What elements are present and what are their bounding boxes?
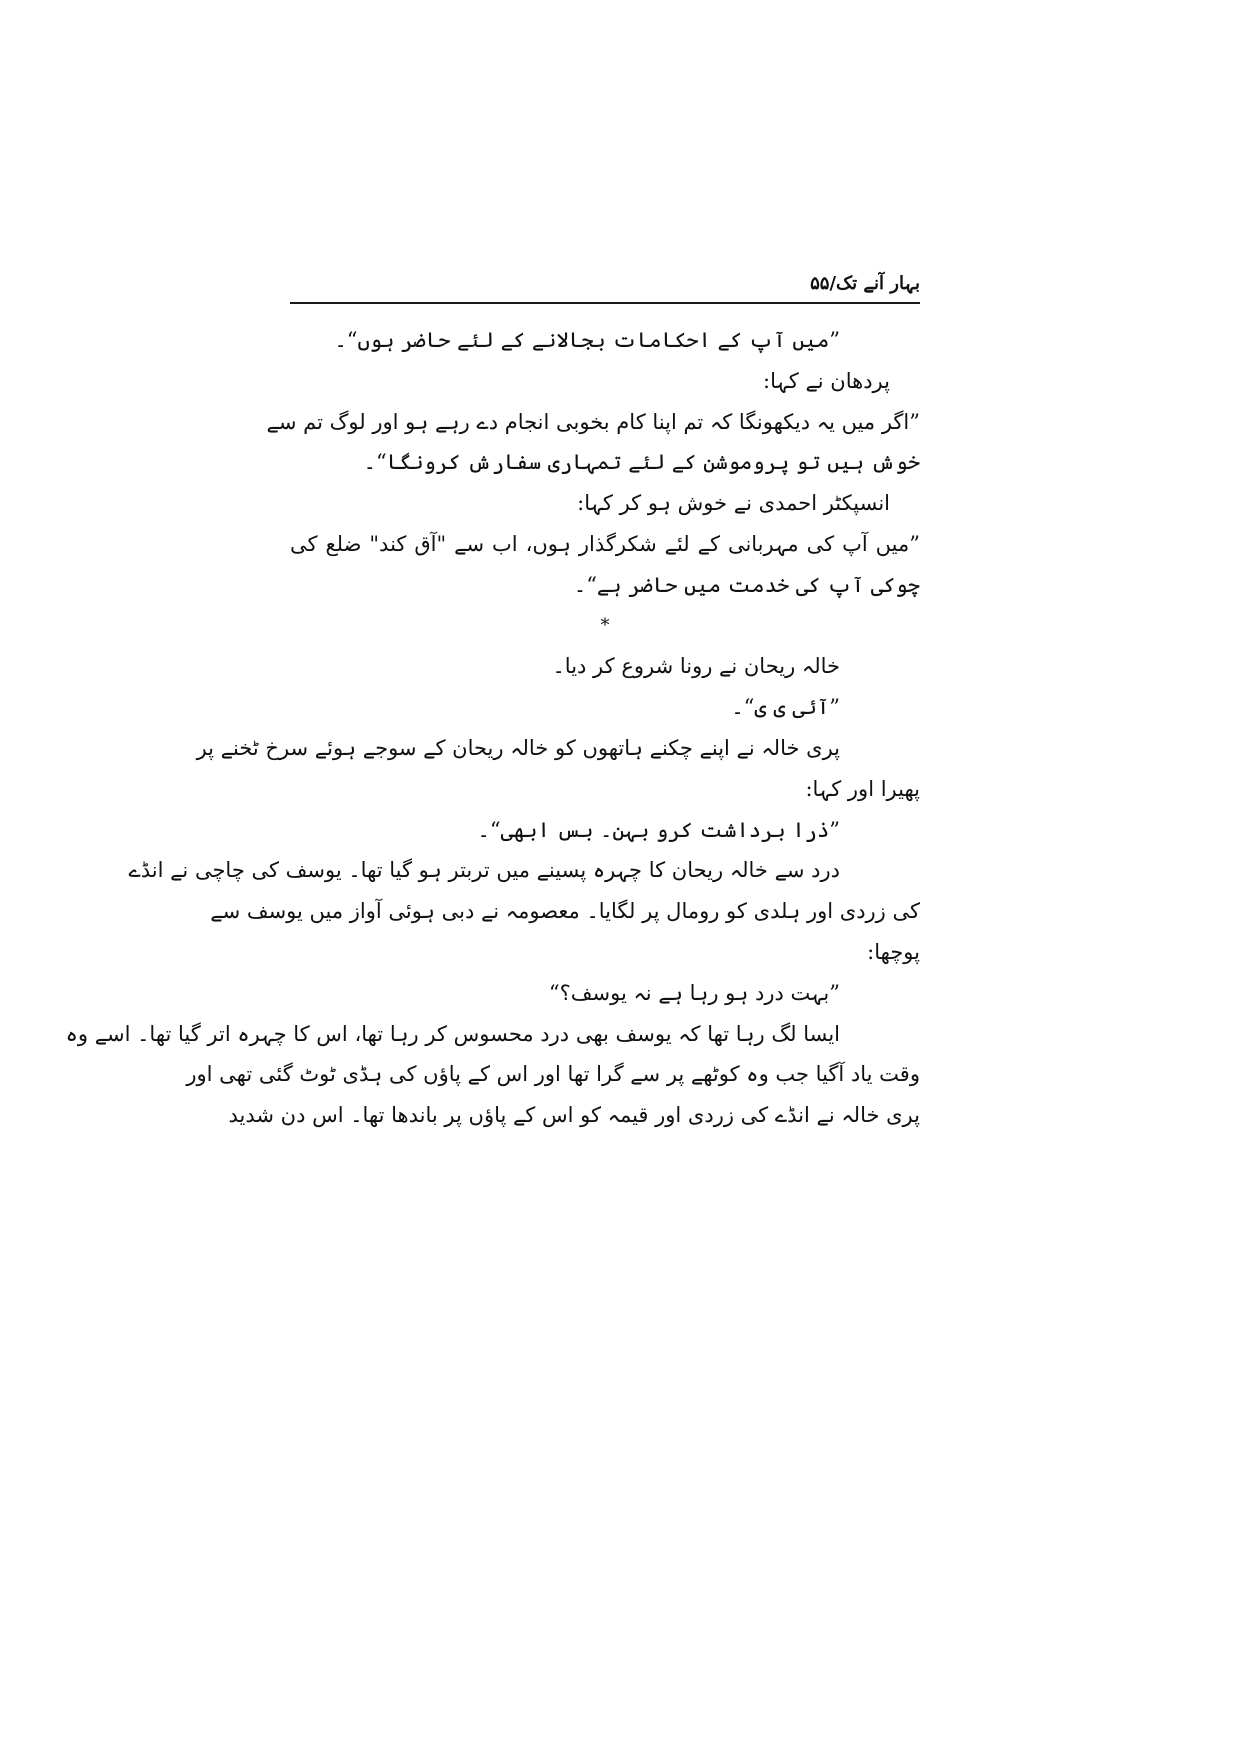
header-rule [290, 302, 920, 304]
text-line: خوش ہیں تو پروموشن کے لئے تمہاری سفارش کرونگا“۔ [363, 450, 920, 475]
running-head: بہار آنے تک/۵۵ [810, 273, 920, 294]
text-line: پری خالہ نے اپنے چکنے ہاتھوں کو خالہ ریحان کے سوجے ہوئے سرخ ٹخنے پر [196, 735, 840, 760]
text-line: ”بہت درد ہو رہا ہے نہ یوسف؟“ [548, 980, 840, 1005]
text-line: کی زردی اور ہلدی کو رومال پر لگایا۔ معصومہ نے دبی ہوئی آواز میں یوسف سے [210, 899, 920, 924]
text-line: خالہ ریحان نے رونا شروع کر دیا۔ [552, 654, 840, 679]
text-line: درد سے خالہ ریحان کا چہرہ پسینے میں تربتر ہو گیا تھا۔ یوسف کی چاچی نے انڈے [128, 858, 840, 883]
text-line: ایسا لگ رہا تھا کہ یوسف بھی درد محسوس کر رہا تھا، اس کا چہرہ اتر گیا تھا۔ اسے وہ [65, 1021, 840, 1046]
text-line: پردھان نے کہا: [763, 368, 890, 393]
text-line: چوکی آپ کی خدمت میں حاضر ہے“۔ [573, 572, 920, 597]
text-line: پری خالہ نے انڈے کی زردی اور قیمہ کو اس کے پاؤں پر باندھا تھا۔ اس دن شدید [228, 1103, 920, 1128]
page-header [290, 272, 920, 298]
body-text [65, 320, 920, 1136]
section-separator: * [600, 614, 610, 636]
text-line: ”میں آپ کے احکامات بجالانے کے لئے حاضر ہوں“۔ [334, 328, 840, 352]
text-line: ”میں آپ کی مہربانی کے لئے شکرگذار ہوں، اب سے "آق کند" ضلع کی [290, 531, 920, 556]
text-line: پوچھا: [867, 939, 920, 964]
text-line: انسپکٹر احمدی نے خوش ہو کر کہا: [577, 491, 890, 516]
text-line: ”اگر میں یہ دیکھونگا کہ تم اپنا کام بخوبی انجام دے رہے ہو اور لوگ تم سے [266, 409, 920, 434]
text-line: وقت یاد آگیا جب وہ کوٹھے پر سے گرا تھا اور اس کے پاؤں کی ہڈی ٹوٹ گئی تھی اور [186, 1062, 920, 1087]
text-line: پھیرا اور کہا: [805, 776, 920, 801]
text-line: ”ذرا برداشت کرو بہن۔ بس ابھی“۔ [477, 817, 840, 842]
text-line: ”آئی ی ی“۔ [731, 695, 840, 720]
